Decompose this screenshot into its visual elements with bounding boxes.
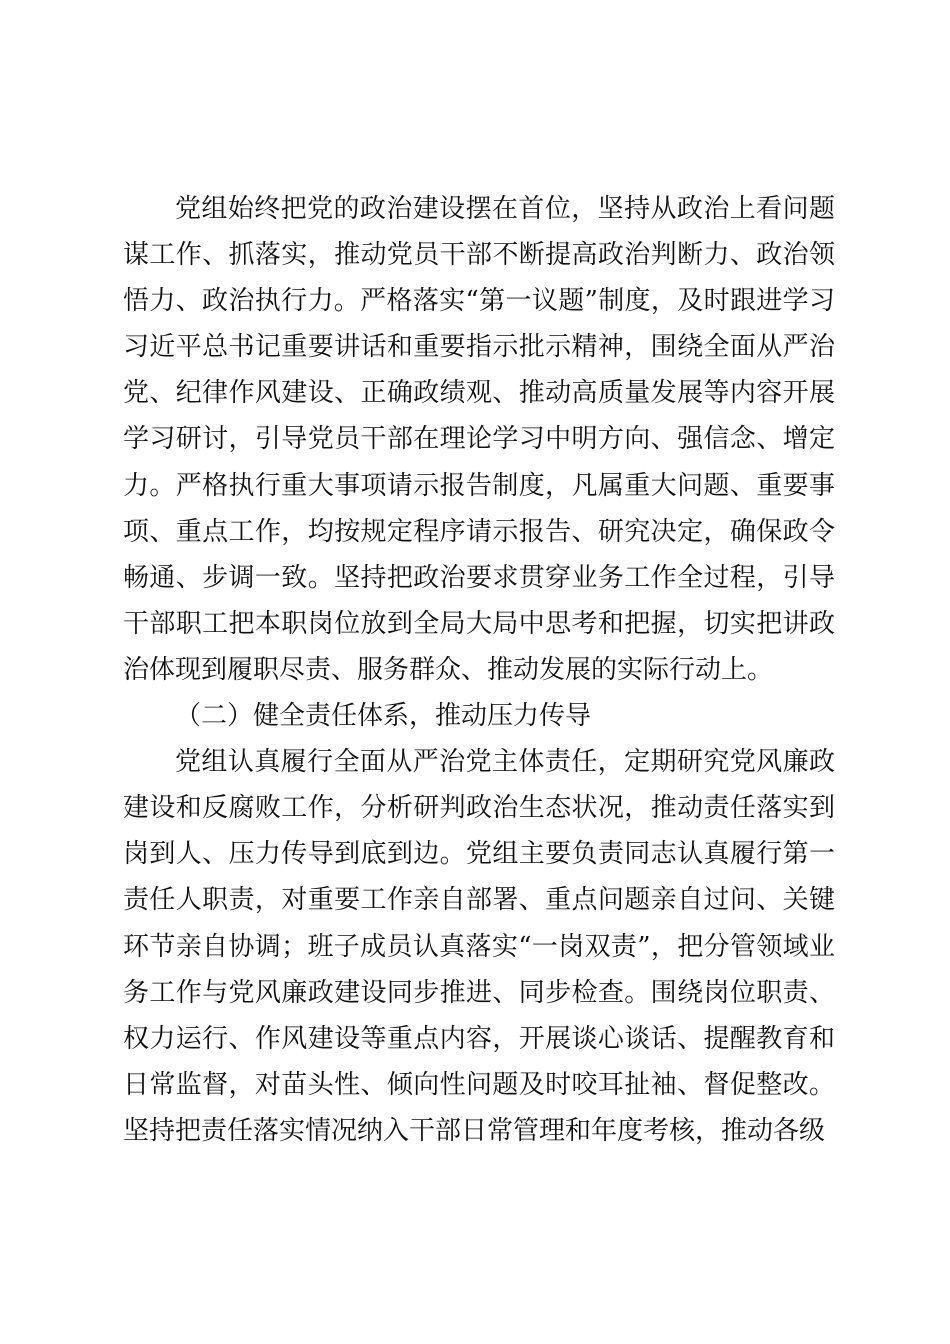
body-paragraph: 党组认真履行全面从严治党主体责任，定期研究党风廉政建设和反腐败工作，分析研判政治生态状况，推动责任落实到岗到人、压力传导到底到边。党组主要负责同志认真履行第一责任人职责，对重要工作亲自部署、重点问题亲自过问、关键环节亲自协调；班子成员认真落实“一岗双责”，把分管领域业务工作与党风廉政建设同步推进、同步检查。围绕岗位职责、权力运行、作风建设等重点内容，开展谈心谈话、提醒教育和日常监督，对苗头性、倾向性问题及时咬耳扯袖、督促整改。坚持把责任落实情况纳入干部日常管理和年度考核，推动各级 <box>123 747 835 1146</box>
document-body <box>123 186 835 1154</box>
body-paragraph: 党组始终把党的政治建设摆在首位，坚持从政治上看问题谋工作、抓落实，推动党员干部不断提高政治判断力、政治领悟力、政治执行力。严格落实“第一议题”制度，及时跟进学习习近平总书记重要讲话和重要指示批示精神，围绕全面从严治党、纪律作风建设、正确政绩观、推动高质量发展等内容开展学习研讨，引导党员干部在理论学习中明方向、强信念、增定力。严格执行重大事项请示报告制度，凡属重大问题、重要事项、重点工作，均按规定程序请示报告、研究决定，确保政令畅通、步调一致。坚持把政治要求贯穿业务工作全过程，引导干部职工把本职岗位放到全局大局中思考和把握，切实把讲政治体现到履职尽责、服务群众、推动发展的实际行动上。 <box>123 194 835 685</box>
section-heading: （二）健全责任体系，推动压力传导 <box>175 701 592 732</box>
